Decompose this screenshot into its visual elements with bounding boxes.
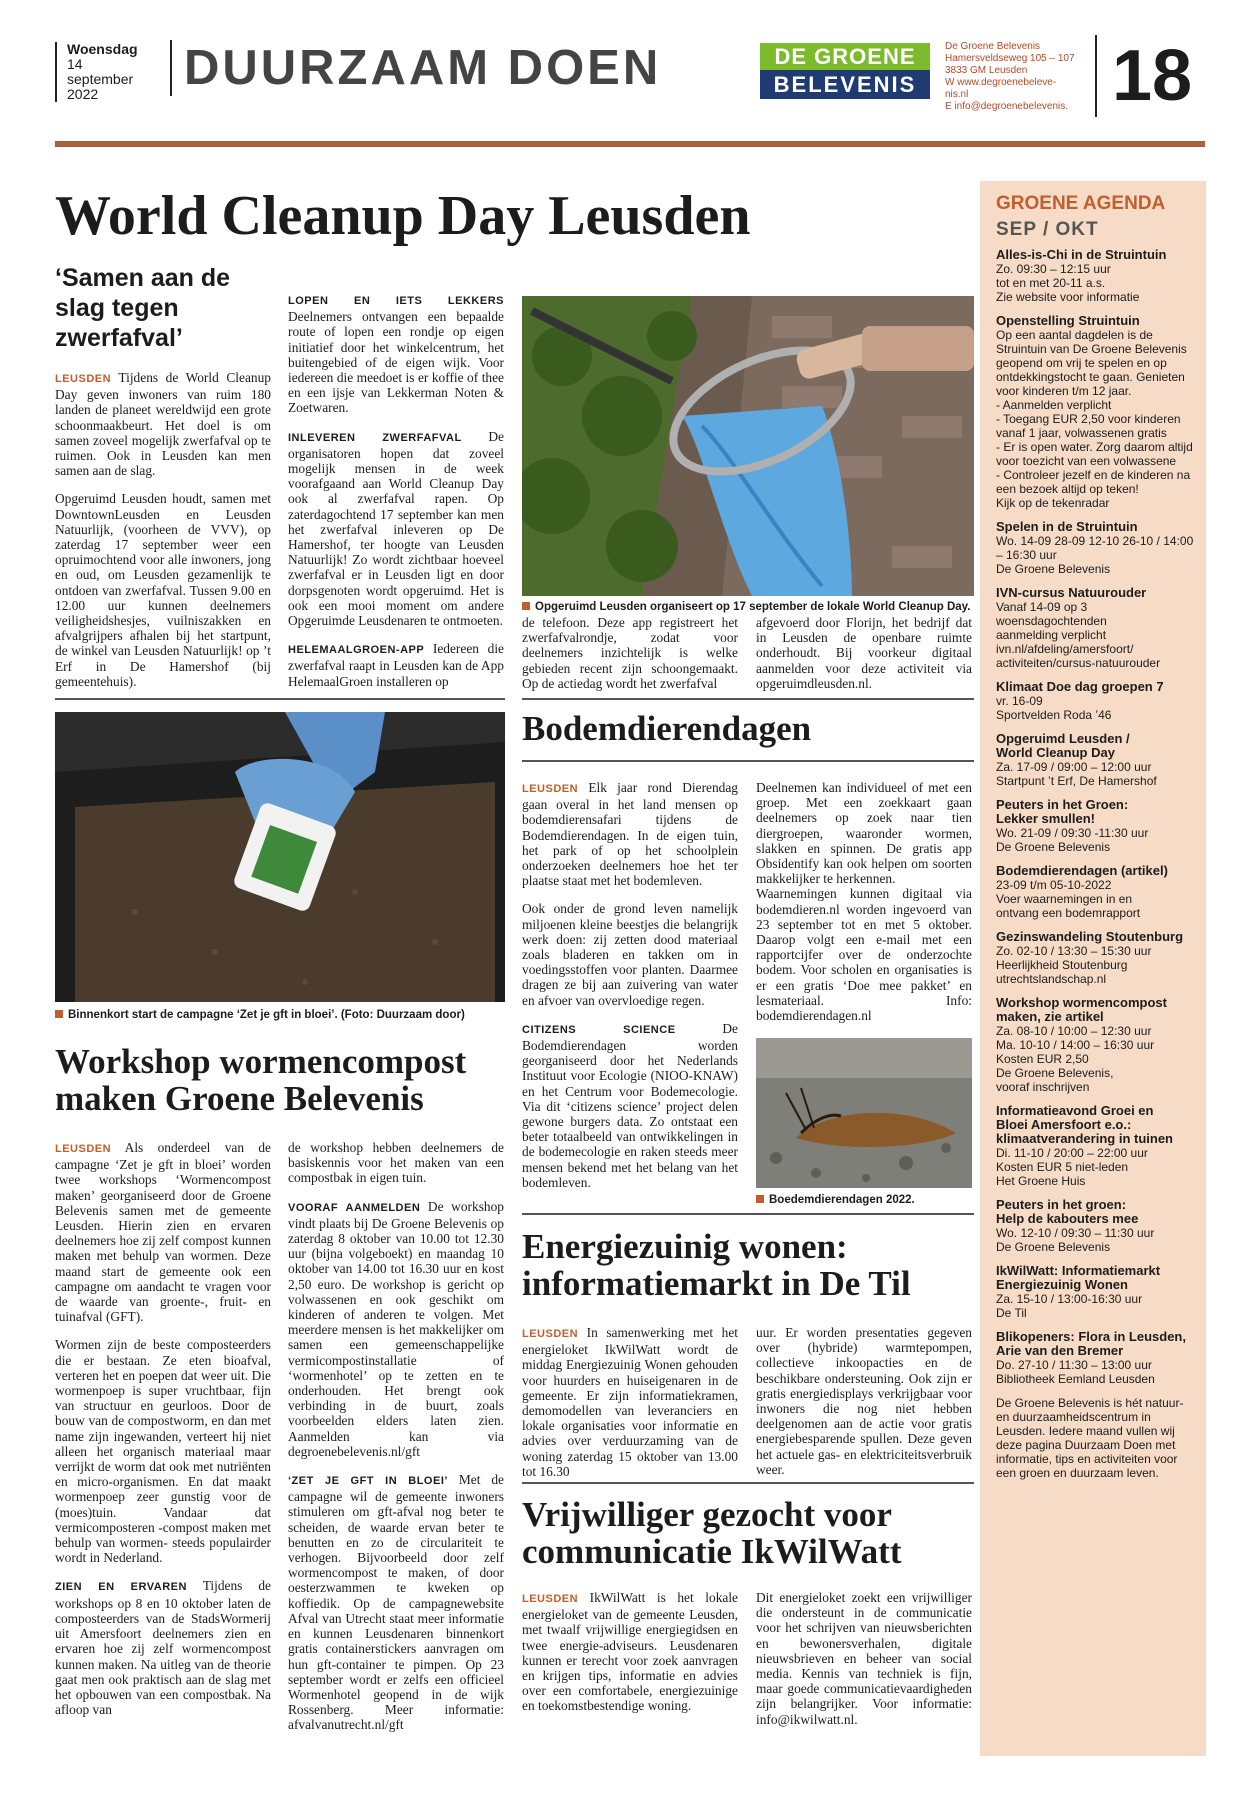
contact-website-cont[interactable]: nis.nl xyxy=(945,89,969,100)
bodem-p2: Ook onder de grond leven namelijk miljoenen kleine beestjes die belangrijk werk doen: zij zetten dood materiaal zoals bladeren en takken om in voedingsstoffen voor planten. Daarmee dragen ze bij aan zuivering van water en afvoer van overvloedige regen. xyxy=(522,901,738,1008)
agenda-list xyxy=(996,248,1194,1386)
worm-p2: Wormen zijn de beste composteerders die er bestaan. Ze eten bioafval, verteren het en poepen dat weer uit. Die wormenpoep is super vruchtbaar, fijn van structuur en geurloos. Door de bouw van de compostworm, en dan met name zijn ingewanden, verteert hij niet alleen het organisch materiaal maar verrijkt de worm dat ook met nutriënten en micro-organismen. En dat maakt wormenpoep zeer gunstig voor de (moes)tuin. Vandaar dat vermicomposteren -compost maken met behulp van wormen- steeds populairder wordt in Nederland. xyxy=(55,1337,271,1566)
cleanup-col-4 xyxy=(756,615,972,704)
agenda-item-details: Zo. 09:30 – 12:15 uur tot en met 20-11 a.s. Zie website voor informatie xyxy=(996,262,1140,304)
cleanup-p1: Tijdens de World Cleanup Day geven inwoners van ruim 180 landen de planeet wereldwijd een grote schoonmaakbeurt. Het doel is om samen zoveel mogelijk zwerfafval op te ruimen. Ook in Leusden kan men samen aan de slag. xyxy=(55,370,271,479)
agenda-item-title: Opgeruimd Leusden / World Cleanup Day xyxy=(996,731,1130,760)
agenda-item-title: Workshop wormencompost maken, zie artikel xyxy=(996,995,1167,1024)
worm-p4: de workshop hebben deelnemers de basiskennis voor het maken van een compostbak in eigen tuin. xyxy=(288,1140,504,1186)
caption-text: Binnenkort start de campagne ‘Zet je gft in bloei’. (Foto: Duurzaam door) xyxy=(68,1009,465,1021)
agenda-item-details: Zo. 02-10 / 13:30 – 15:30 uur Heerlijkheid Stoutenburg utrechtslandschap.nl xyxy=(996,944,1152,986)
agenda-item-details: Wo. 21-09 / 09:30 -11:30 uur De Groene Belevenis xyxy=(996,826,1149,854)
divider xyxy=(55,698,505,700)
cleanup-subhead: ‘Samen aan de slag tegen zwerfafval’ xyxy=(55,264,231,352)
cleanup-kw-app: HELEMAALGROEN-APP xyxy=(288,644,425,657)
agenda-item-title: IkWilWatt: Informatiemarkt Energiezuinig Wonen xyxy=(996,1263,1161,1292)
issue-date xyxy=(55,42,157,102)
worm-col-1 xyxy=(55,1140,271,1730)
agenda-item xyxy=(996,1104,1194,1188)
bodem-dateline: LEUSDEN xyxy=(522,783,579,795)
agenda-item-details: Za. 08-10 / 10:00 – 12:30 uur Ma. 10-10 / 14:00 – 16:30 uur Kosten EUR 2,50 De Groene Belevenis, vooraf inschrijven xyxy=(996,1024,1155,1094)
worm-kw-campagne: ‘ZET JE GFT IN BLOEI’ xyxy=(288,1475,448,1488)
cleanup-col-1 xyxy=(55,370,271,702)
agenda-item-title: Klimaat Doe dag groepen 7 xyxy=(996,679,1164,694)
divider xyxy=(522,1213,974,1215)
cleanup-photo xyxy=(522,296,974,596)
agenda-item-title: Gezinswandeling Stoutenburg xyxy=(996,929,1184,944)
vrijwilliger-p2: Dit energieloket zoekt een vrijwilliger die ondersteunt in de communicatie voor het schrijven van nieuwsberichten en bewonersverhalen, digitale nieuwsbrieven en beheer van social media. Kennis van techniek is fijn, maar goede communicatievaardigheden zijn belangrijker. Voor informatie: info@ikwilwatt.nl. xyxy=(756,1590,972,1727)
agenda-item xyxy=(996,1330,1194,1386)
issue-day: Woensdag xyxy=(67,41,138,57)
cleanup-p4: De organisatoren hopen dat zoveel mogelijk mensen in de week voorafgaand aan World Cleanup Day ook al zwerfafval rapen. Op zaterdagochtend 17 september kan men het zwerfafval inleveren op De Hamershof, ter hoogte van Leusden Natuurlijk! Zo wordt zichtbaar hoeveel zwerfafval er in Leusden ligt en door dorpsgenoten wordt opgeruimd. Het is ook een mooi moment om andere Opgeruimde Leusdenaren te ontmoeten. xyxy=(288,428,504,629)
bodem-headline: Bodemdierendagen xyxy=(522,709,812,748)
bodem-photo xyxy=(756,1038,972,1188)
contact-line: Hamersveldseweg 105 – 107 xyxy=(945,53,1075,64)
agenda-item-details: Wo. 12-10 / 09:30 – 11:30 uur De Groene Belevenis xyxy=(996,1226,1155,1254)
agenda-item-details: vr. 16-09 Sportvelden Roda ’46 xyxy=(996,694,1112,722)
agenda-item-details: 23-09 t/m 05-10-2022 Voer waarnemingen in en ontvang een bodemrapport xyxy=(996,878,1141,920)
cleanup-headline: World Cleanup Day Leusden xyxy=(55,185,751,247)
agenda-item-title: Blikopeners: Flora in Leusden, Arie van den Bremer xyxy=(996,1329,1186,1358)
agenda-item-title: Openstelling Struintuin xyxy=(996,313,1140,328)
agenda-item-title: IVN-cursus Natuurouder xyxy=(996,585,1147,600)
slug-image xyxy=(756,1038,972,1188)
energie-dateline: LEUSDEN xyxy=(522,1328,579,1340)
energie-col-2 xyxy=(756,1325,972,1490)
bodem-p4: Deelnemen kan individueel of met een groep. Met een zoekkaart gaan deelnemers op zoek naar tien diergroepen, waaronder wormen, slakken en spinnen. De gratis app Obsidentify kan ook helpen om soorten makkelijker te herkennen. xyxy=(756,780,972,887)
agenda-item xyxy=(996,314,1194,510)
bodem-photo-caption xyxy=(756,1193,972,1207)
groene-belevenis-logo xyxy=(760,43,930,101)
cleanup-p7: afgevoerd door Florijn, het bedrijf dat in Leusden de openbare ruimte onderhoudt. Bij voorkeur digitaal aanmelden voor deze activiteit via opgeruimdleusden.nl. xyxy=(756,615,972,691)
worm-headline: Workshop wormencompost maken Groene Belevenis xyxy=(55,1042,467,1118)
contact-line: De Groene Belevenis xyxy=(945,41,1041,52)
cleanup-p6: de telefoon. Deze app registreert het zwerfafvalrondje, zodat voor deelnemers inzichtelijk is welke gebieden recent zijn schoongemaakt. Op de actiedag wordt het zwerfafval xyxy=(522,615,738,691)
cleanup-p3: Deelnemers ontvangen een bepaalde route of lopen een rondje op eigen initiatief door het winkelcentrum, het buitengebied of de eigen wijk. Voor iedereen die meedoet is er koffie of thee en een ijsje van Lekkerman Noten & Zoetwaren. xyxy=(288,309,504,416)
agenda-item-title: Bodemdierendagen (artikel) xyxy=(996,863,1168,878)
agenda-item-title: Spelen in de Struintuin xyxy=(996,519,1138,534)
worm-p3: Tijdens de workshops op 8 en 10 oktober laten de composteerders van de StadsWormerij uit Amersfoort deelnemers zien en ervaren hoe zij zelf wormencompost kunnen maken. Na uitleg van de theorie gaat men ook praktisch aan de slag met het opbouwen van een compostbak. Na afloop van xyxy=(55,1578,272,1718)
worm-p6: Met de campagne wil de gemeente inwoners stimuleren om gft-afval nog beter te scheiden, de waarde ervan beter te benutten en zo de circulariteit te verhogen. Bijvoorbeeld door zelf wormencompost te maken, of door oesterzwammen te kweken op koffiedik. Op de campagnewebsite Afval van Utrecht staat meer informatie en kunnen Leusdenaren binnenkort gratis containerstickers aanvragen om hun gft-container te pimpen. Op 23 september wordt er zelfs een officieel Wormenhotel geopend in de wijk Rossenberg. Meer informatie: afvalvanutrecht.nl/gft xyxy=(288,1472,504,1733)
cleanup-dateline: LEUSDEN xyxy=(55,373,112,385)
header-divider xyxy=(55,141,1205,147)
worm-kw-aanmelden: VOORAF AANMELDEN xyxy=(288,1201,421,1214)
energie-p2: uur. Er worden presentaties gegeven over (hybride) warmtepompen, collectieve inkoopacties en de beschikbare ondersteuning. Ook zijn er gratis energiedisplays verkrijgbaar voor inwoners die nog niet hebben deelgenomen aan de actie voor gratis energiebesparende spullen. Deze geven het actuele gas- en elektriciteitsverbruik weer. xyxy=(756,1325,972,1477)
page-number: 18 xyxy=(1095,35,1207,117)
groene-agenda-sidebar xyxy=(980,181,1206,1756)
cleanup-photo-caption xyxy=(522,600,974,614)
vrijwilliger-headline: Vrijwilliger gezocht voor communicatie IkWilWatt xyxy=(522,1495,902,1571)
agenda-item-details: Za. 15-10 / 13:00-16:30 uur De Til xyxy=(996,1292,1143,1320)
section-title: DUURZAAM DOEN xyxy=(170,40,661,96)
caption-text: Opgeruimd Leusden organiseert op 17 september de lokale World Cleanup Day. xyxy=(535,601,971,613)
worm-photo xyxy=(55,712,505,1002)
compost-tray-image xyxy=(55,712,505,1002)
bodem-p1: Elk jaar rond Dierendag gaan overal in het land mensen op bodemdierensafari tijdens de Bodemdierendagen. In de eigen tuin, het park of op het schoolplein onderzoeken deelnemers hoe het ter plaatse staat met het bodemleven. xyxy=(522,780,738,889)
cleanup-kw-inleveren: INLEVEREN ZWERFAFVAL xyxy=(288,431,462,444)
bodem-kw-citizens: CITIZENS SCIENCE xyxy=(522,1023,676,1036)
cleanup-p5: Iedereen die zwerfafval raapt in Leusden kan de App HelemaalGroen installeren op xyxy=(288,641,504,689)
divider xyxy=(522,698,974,700)
issue-day-number: 14 xyxy=(67,56,83,72)
agenda-item xyxy=(996,864,1194,920)
agenda-item xyxy=(996,1198,1194,1254)
caption-text: Boedemdierendagen 2022. xyxy=(769,1194,915,1206)
caption-marker xyxy=(756,1195,764,1203)
agenda-item xyxy=(996,732,1194,788)
cleanup-kw-lopen: LOPEN EN IETS LEKKERS xyxy=(288,295,504,307)
agenda-item xyxy=(996,1264,1194,1320)
logo-bottom-text: BELEVENIS xyxy=(760,70,930,99)
contact-block xyxy=(945,41,1090,113)
bodem-p3: De Bodemdierendagen worden georganiseerd door het Nederlands Instituut voor Ecologie (NIOO-KNAW) en het Centrum voor Bodemecologie. Via dit ‘citizens science’ project delen gewone burgers data. Zo ontstaat een beter totaalbeeld van ontwikkelingen in de bodemecologie en raken steeds meer mensen bekend met het belang van het bodemleven. xyxy=(522,1020,738,1190)
worm-kw-zien: ZIEN EN ERVAREN xyxy=(55,1581,187,1594)
agenda-period: SEP / OKT xyxy=(996,219,1099,240)
agenda-item xyxy=(996,996,1194,1094)
caption-marker xyxy=(55,1010,63,1018)
vrijwilliger-col-1 xyxy=(522,1590,738,1727)
agenda-item-title: Peuters in het groen: Help de kabouters mee xyxy=(996,1197,1139,1226)
agenda-item xyxy=(996,586,1194,670)
divider xyxy=(522,1482,974,1484)
contact-email[interactable]: E info@degroenebelevenis. xyxy=(945,101,1069,112)
caption-marker xyxy=(522,602,530,610)
cleanup-p2: Opgeruimd Leusden houdt, samen met DowntownLeusden en Leusden Natuurlijk, (voorheen de VVV), op zaterdag 17 september weer een opruimochtend voor alle inwoners, jong en oud, om Leusden gezamenlijk te ontdoen van zwerfafval. Tussen 9.00 en 12.00 uur kunnen deelnemers veiligheidshesjes, vuilniszakken en afvalgrijpers afhalen bij het startpunt, de winkel van Leusden Natuurlijk! op ’t Erf in De Hamershof (bij gemeentehuis). xyxy=(55,491,271,689)
agenda-item-details: Di. 11-10 / 20:00 – 22:00 uur Kosten EUR 5 niet-leden Het Groene Huis xyxy=(996,1146,1148,1188)
contact-website[interactable]: W www.degroenebeleve- xyxy=(945,77,1057,88)
agenda-item xyxy=(996,680,1194,722)
agenda-item-details: Za. 17-09 / 09:00 – 12:00 uur Startpunt ’t Erf, De Hamershof xyxy=(996,760,1157,788)
energie-col-1 xyxy=(522,1325,738,1492)
agenda-content xyxy=(980,181,1206,1480)
cleanup-col-3 xyxy=(522,615,738,704)
vrijwilliger-col-2 xyxy=(756,1590,972,1740)
contact-line: 3833 GM Leusden xyxy=(945,65,1028,76)
energie-p1: In samenwerking met het energieloket IkWilWatt wordt de middag Energiezuinig Wonen gehouden voor huurders en huiseigenaren in de gemeente. Er zijn informatiekramen, demomodellen van leveranciers en lokale organisaties voor informatie en advies over verduurzaming van de woning zaterdag 15 oktober van 13.00 tot 16.30 xyxy=(522,1325,738,1479)
bodem-p5: Waarnemingen kunnen digitaal via bodemdieren.nl worden ingevoerd van 23 september tot en met 5 oktober. Daarop volgt een e-mail met een rapportcijfer over de onderzochte bodem. Voor scholen en organisaties is er een gratis ‘Doe mee pakket’ en lesmateriaal. Info: bodemdierendagen.nl xyxy=(756,886,972,1024)
energie-headline: Energiezuinig wonen: informatiemarkt in De Til xyxy=(522,1227,911,1303)
cleanup-col-2 xyxy=(288,292,504,702)
agenda-item-details: Do. 27-10 / 11:30 – 13:00 uur Bibliotheek Eemland Leusden xyxy=(996,1358,1155,1386)
agenda-item xyxy=(996,798,1194,854)
worm-photo-caption xyxy=(55,1008,505,1022)
worm-dateline: LEUSDEN xyxy=(55,1143,112,1155)
agenda-item-details: Op een aantal dagdelen is de Struintuin van De Groene Belevenis geopend om vrij te spelen en op ontdekkingstocht te gaan. Genieten voor kinderen t/m 12 jaar. - Aanmelden verplicht - Toegang EUR 2,50 voor kinderen vanaf 1 jaar, volwassenen gratis - Er is open water. Zorg daarom altijd voor toezicht van een volwassene - Controleer jezelf en de kinderen na een bezoek altijd op teken! Kijk op de tekenradar xyxy=(996,328,1193,510)
issue-month: september xyxy=(67,71,134,87)
agenda-item xyxy=(996,520,1194,576)
agenda-item xyxy=(996,930,1194,986)
vrijwilliger-dateline: LEUSDEN xyxy=(522,1593,579,1605)
worm-col-2 xyxy=(288,1140,504,1746)
bodem-col-1 xyxy=(522,780,738,1203)
litter-picker-image xyxy=(522,296,974,596)
issue-year: 2022 xyxy=(67,86,99,102)
agenda-item-title: Peuters in het Groen: Lekker smullen! xyxy=(996,797,1129,826)
vrijwilliger-p1: IkWilWatt is het lokale energieloket van de gemeente Leusden, met twaalf vrijwillige energiegidsen en twee energie-adviseurs. Leusdenaren kunnen er terecht voor zoek aanvragen en krijgen tips, informatie en advies over een comfortabele, energiezuinige en toekomstbestendige woning. xyxy=(522,1590,738,1714)
agenda-item-title: Alles-is-Chi in de Struintuin xyxy=(996,247,1167,262)
agenda-item xyxy=(996,248,1194,304)
bodem-col-2 xyxy=(756,780,972,1036)
agenda-item-details: Vanaf 14-09 op 3 woensdagochtenden aanmelding verplicht ivn.nl/afdeling/amersfoort/ activiteiten/cursus-natuurouder xyxy=(996,600,1161,670)
agenda-footer: De Groene Belevenis is hét natuur- en duurzaamheidscentrum in Leusden. Iedere maand vullen wij deze pagina Duurzaam Doen met informatie, tips en activiteiten voor een groen en duurzaam leven. xyxy=(996,1396,1184,1480)
worm-p1: Als onderdeel van de campagne ‘Zet je gft in bloei’ worden twee workshops ‘Wormencompost maken’ georganiseerd door de Groene Belevenis samen met de gemeente Leusden. Hierin zien en ervaren deelnemers hoe zij zelf compost kunnen maken met behulp van wormen. Deze maand start de gemeente ook een campagne om aandacht te vragen voor de waarde van groente-, fruit- en tuinafval (GFT). xyxy=(55,1140,271,1325)
agenda-item-details: Wo. 14-09 28-09 12-10 26-10 / 14:00 – 16:30 uur De Groene Belevenis xyxy=(996,534,1194,576)
divider xyxy=(522,760,974,762)
agenda-title: GROENE AGENDA xyxy=(996,193,1166,214)
agenda-item-title: Informatieavond Groei en Bloei Amersfoort e.o.: klimaatverandering in tuinen xyxy=(996,1103,1173,1146)
worm-p5: De workshop vindt plaats bij De Groene Belevenis op zaterdag 8 oktober van 10.00 tot 12.30 uur (bijna volgeboekt) en maandag 10 oktober van 14.00 tot 16.30 uur en kost 2,50 euro. De workshop is gericht op volwassenen en ook geschikt om kinderen of anderen te volgen. Met meerdere mensen is het makkelijker om samen een gemeenschappelijke vermicompostinstallatie of ‘wormenhotel’ op te zetten en te onderhouden. Het brengt ook verbinding in de buurt, zoals voorbeelden elders laten zien. Aanmelden kan via degroenebelevenis.nl/gft xyxy=(288,1198,504,1459)
logo-top-text: DE GROENE xyxy=(760,43,930,70)
